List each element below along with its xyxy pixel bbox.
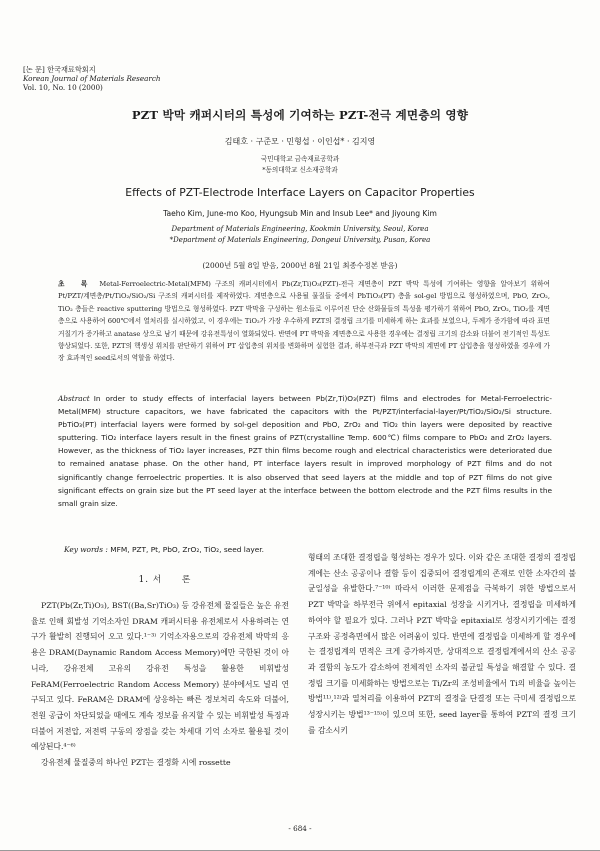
abstract-en bbox=[58, 392, 552, 510]
journal-name-ko: [논 문] 한국재료학회지 bbox=[23, 65, 96, 74]
keywords-text: MFM, PZT, Pt, PbO, ZrO₂, TiO₂, seed layer. bbox=[110, 545, 265, 554]
journal-volume: Vol. 10, No. 10 (2000) bbox=[23, 83, 103, 92]
authors-en: Taeho Kim, June-mo Koo, Hyungsub Min and Insub Lee* and Jiyoung Kim bbox=[163, 209, 437, 218]
abstract-ko-label: 초 록 bbox=[58, 280, 94, 288]
body-column-left bbox=[31, 598, 289, 771]
affiliation-ko-2: *동의대학교 신소재공학과 bbox=[262, 166, 338, 174]
keywords bbox=[64, 545, 264, 554]
affiliation-ko-1: 국민대학교 금속재료공학과 bbox=[260, 155, 340, 163]
affiliation-en-2: *Department of Materials Engineering, Dongeui University, Pusan, Korea bbox=[169, 236, 431, 244]
affiliation-en-1: Department of Materials Engineering, Kookmin University, Seoul, Korea bbox=[171, 225, 429, 233]
page-number: - 684 - bbox=[288, 824, 312, 833]
abstract-ko bbox=[58, 278, 550, 365]
abstract-ko-text: Metal-Ferroelectric-Metal(MFM) 구조의 캐퍼시터에서 Pb(Zr,Ti)O₃(PZT)-전극 계면층이 PZT 박막 특성에 기여하는 영향을 알아보기 위하여 Pt/PZT/계면층/Pt/TiO₂/SiO₂/Si 구조의 캐퍼시터를 제작하였다. 계면층으로 사용될 물질들 중에서 PbTiO₃(PT) 층을 sol-gel 방법으로 형성하였으며, PbO, ZrO₂, TiO₂ 층들은 reactive sputtering 방법으로 형성하였다. PZT 박막을 구성하는 원소들로 이루어진 단순 산화물들의 특성을 평가하기 위하여 PbO, ZrO₂, TiO₂를 계면층으로 사용하여 600℃에서 열처리를 실시하였고, 이 경우에는 TiO₂가 가장 우수하게 PZT의 결정립 크기를 미세하게 하는 효과를 보였으나, 두께가 증가함에 따라 표면 거칠기가 증가하고 anatase 상으로 남기 때문에 강유전특성이 열화되었다. 반면에 PT 박막을 계면층으로 사용한 경우에는 결정립 크기의 감소와 더불어 전기적인 특성도 향상되었다. 또한, PZT의 핵생성 위치를 판단하기 위하여 PT 삽입층의 위치를 변화하며 실험한 결과, 하부전극과 PZT 박막의 계면에 PT 삽입층을 형성하였을 경우에 가장 효과적인 seed로서의 역할을 하였다. bbox=[58, 280, 550, 363]
journal-header bbox=[23, 65, 161, 92]
paper-title-ko: PZT 박막 캐퍼시터의 특성에 기여하는 PZT-전극 계면층의 영향 bbox=[131, 108, 469, 122]
keywords-label: Key words : bbox=[64, 545, 108, 554]
received-dates: (2000년 5월 8일 받음, 2000년 8월 21일 최종수정본 받음) bbox=[202, 261, 398, 270]
body-paragraph: 형태의 조대한 결정립을 형성하는 경우가 있다. 이와 같은 조대한 결정의 결정립계에는 산소 공공이나 결함 등이 집중되어 결정립계의 존재로 인한 소자간의 불균일성을 유발한다.⁷⁻¹⁰⁾ 따라서 이러한 문제점을 극복하기 위한 방법으로서 PZT 박막을 하부전극 위에서 epitaxial 성장을 시키거나, 결정립을 미세하게 하여야 할 필요가 있다. 그러나 PZT 박막을 epitaxial로 성장시키기에는 결정구조와 공정측면에서 많은 어려움이 있다. 반면에 결정립을 미세하게 할 경우에는 결정립계의 면적은 크게 증가하지만, 상대적으로 결정립계에서의 산소 공공과 결함의 농도가 감소하여 전체적인 소자의 불균일 특성을 해결할 수 있다. 결정립 크기를 미세화하는 방법으로는 Ti/Zr의 조성비율에서 Ti의 비율을 높이는 방법¹¹⁾,¹²⁾과 열처리를 이용하여 PZT의 결정을 단결정 또는 극미세 결정립으로 성장시키는 방법¹³⁻¹⁵⁾이 있으며 또한, seed layer를 통하여 PZT의 결정 크기를 감소시키 bbox=[308, 553, 576, 735]
body-paragraph: 강유전체 물질중의 하나인 PZT는 결정화 시에 rossette bbox=[41, 758, 231, 768]
paper-title-en: Effects of PZT-Electrode Interface Layers on Capacitor Properties bbox=[125, 186, 475, 199]
abstract-en-label: Abstract bbox=[58, 394, 90, 403]
authors-ko: 김태호 · 구준모 · 민형섭 · 이인섭* · 김지영 bbox=[224, 137, 376, 146]
journal-name-en: Korean Journal of Materials Research bbox=[23, 74, 161, 83]
body-column-right bbox=[308, 550, 576, 738]
section-title-introduction: 1. 서 론 bbox=[138, 575, 192, 585]
abstract-en-text: In order to study effects of interfacial layers between Pb(Zr,Ti)O₃(PZT) films and electrodes for Metal-Ferroelectric-Metal(MFM) structure capacitors, we have fabricated the capacitors with the Pt/PZT/interfacial-layer/Pt/TiO₂/SiO₂/Si structure. PbTiO₃(PT) interfacial layers were formed by sol-gel deposition and PbO, ZrO₂ and TiO₂ thin layers were deposited by reactive sputtering. TiO₂ interface layers result in the finest grains of PZT(crystalline Temp. 600℃) films compare to PbO₂ and ZrO₂ layers. However, as the thickness of TiO₂ layer increases, PZT thin films become rough and electrical characteristics were deteriorated due to remained anatase phase. On the other hand, PT interface layers result in improved morphology of PZT films and do not significantly change ferroelectric properties. It is also observed that seed layers at the middle and top of PZT films do not give significant effects on grain size but the PT seed layer at the interface between the bottom electrode and the PZT films results in the small grain size. bbox=[58, 394, 552, 508]
body-paragraph: PZT(Pb(Zr,Ti)O₃), BST((Ba,Sr)TiO₃) 등 강유전체 물질들은 높은 유전율로 인해 회발성 기억소자인 DRAM 캐퍼시터용 유전체로서 사용하려는 연구가 활발히 진행되어 오고 있다.¹⁻³⁾ 기억소자용으로의 강유전체 박막의 응용은 DRAM(Daynamic Random Access Memory)에만 국한된 것이 아니라, 강유전체 고유의 강유전 특성을 활용한 비휘발성 FeRAM(Ferroelectric Random Access Memory) 분야에서도 널리 연구되고 있다. FeRAM은 DRAM에 상응하는 빠른 정보처리 속도와 더불어, 전원 공급이 차단되었을 때에도 계속 정보를 유지할 수 있는 비휘발성 특징과 더불어 저전압, 저전력 구동의 장점을 갖는 차세대 기억 소자로 활용될 것이 예상된다.⁴⁻⁶⁾ bbox=[31, 601, 289, 752]
